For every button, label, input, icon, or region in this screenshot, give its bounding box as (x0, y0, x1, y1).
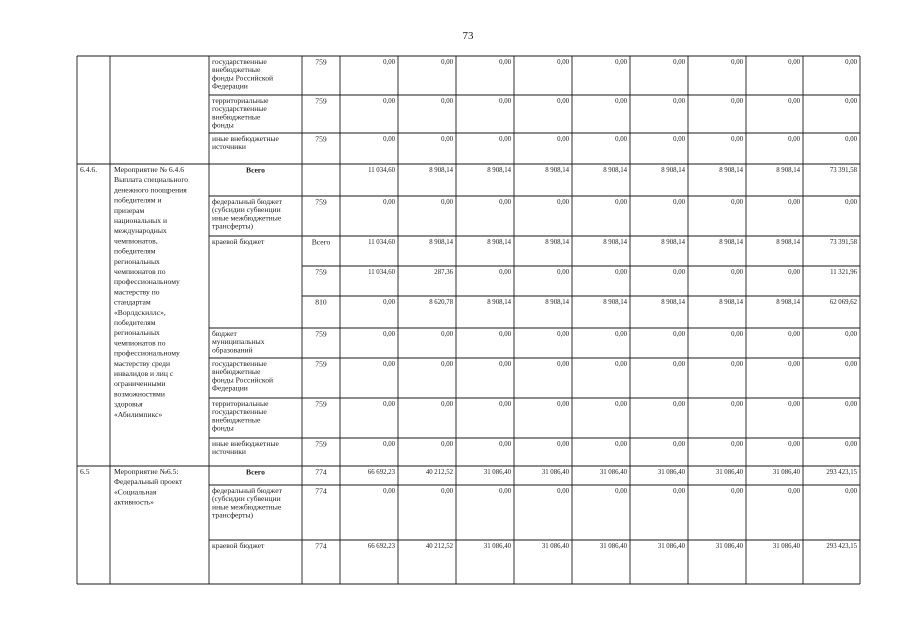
block-646-description: призерам (114, 205, 145, 215)
block-646-value: 8 908,14 (661, 298, 685, 306)
block-646-value: 0,00 (557, 360, 569, 368)
top-block-source-label: внебюджетные (212, 65, 261, 75)
top-block-value: 0,00 (731, 135, 743, 143)
block-646-value: 0,00 (788, 400, 800, 408)
block-646-description: чемпионатов по (114, 267, 166, 276)
top-block-value: 0,00 (845, 58, 857, 66)
block-646-value: 0,00 (788, 268, 800, 276)
block-646-value: 0,00 (673, 198, 685, 206)
block-646-value: 0,00 (383, 298, 395, 306)
top-block-value: 0,00 (383, 97, 395, 105)
block-65-value: 31 086,40 (772, 468, 800, 476)
block-646-value: 0,00 (788, 330, 800, 338)
block-646-value: 8 908,14 (776, 238, 800, 246)
block-65-description: «Социальная (114, 487, 157, 497)
block-646-description: международных (114, 226, 167, 236)
block-646-value: 0,00 (383, 440, 395, 448)
block-646-value: 8 908,14 (603, 298, 627, 306)
block-646-value: 0,00 (615, 360, 627, 368)
block-646-source-label: фонды (212, 423, 234, 433)
block-646-value: 0,00 (615, 198, 627, 206)
block-646-value: 8 908,14 (776, 298, 800, 306)
block-646-value: 8 908,14 (487, 298, 511, 306)
block-646-description: стандартам (114, 297, 151, 307)
block-646-value: 0,00 (557, 400, 569, 408)
block-646-value: 8 908,14 (429, 166, 453, 174)
block-65-source-label: федеральный бюджет (212, 486, 282, 495)
block-646-value: 0,00 (557, 198, 569, 206)
block-65-value: 31 086,40 (657, 542, 685, 550)
block-65-value: 0,00 (788, 487, 800, 495)
block-646-value: 8 908,14 (661, 166, 685, 174)
top-block-source-label: государственные (212, 57, 267, 66)
top-block-value: 0,00 (788, 97, 800, 105)
top-block-value: 0,00 (788, 58, 800, 66)
block-646-value: 0,00 (673, 400, 685, 408)
top-block-value: 0,00 (383, 135, 395, 143)
block-646-source-label: иные внебюджетные (212, 439, 279, 448)
block-65-number: 6.5 (80, 467, 90, 476)
block-646-value: 0,00 (499, 268, 511, 276)
block-646-value: 0,00 (788, 198, 800, 206)
block-646-code: 810 (315, 297, 327, 307)
block-646-value: 0,00 (673, 440, 685, 448)
block-646-value: 0,00 (615, 400, 627, 408)
block-646-description: Выплата специального (114, 175, 189, 185)
block-65-source-label: (субсидии субвенции (212, 494, 281, 504)
block-646-value: 62 069,62 (829, 298, 857, 306)
top-block-value: 0,00 (557, 135, 569, 143)
block-646-source-label: источники (212, 447, 246, 457)
block-646-value: 8 908,14 (545, 166, 569, 174)
block-646-source-label: государственные (212, 359, 267, 368)
top-block-value: 0,00 (673, 58, 685, 66)
block-65-value: 293 423,15 (826, 542, 857, 550)
block-65-source-label: трансферты) (212, 510, 254, 520)
top-block-value: 0,00 (673, 135, 685, 143)
block-646-value: 0,00 (557, 268, 569, 276)
block-65-value: 0,00 (383, 487, 395, 495)
block-646-source-label: внебюджетные (212, 367, 261, 377)
block-646-description: национальных и (114, 216, 168, 225)
block-646-value: 8 908,14 (545, 238, 569, 246)
block-646-description: победителям (114, 246, 156, 256)
block-646-value: 0,00 (731, 330, 743, 338)
block-646-value: 11 034,60 (368, 238, 395, 246)
top-block-value: 0,00 (731, 58, 743, 66)
block-646-value: 0,00 (499, 198, 511, 206)
top-block-value: 0,00 (441, 135, 453, 143)
top-block-value: 0,00 (499, 135, 511, 143)
block-646-value: 0,00 (615, 330, 627, 338)
block-646-number: 6.4.6. (80, 165, 98, 174)
block-646-code: 759 (315, 329, 327, 339)
block-65-value: 0,00 (499, 487, 511, 495)
block-65-description: активность» (114, 497, 154, 507)
block-646-value: 73 391,58 (829, 238, 857, 246)
block-646-value: 8 908,14 (661, 238, 685, 246)
block-646-value: 8 620,78 (429, 298, 453, 306)
block-646-value: 0,00 (845, 440, 857, 448)
top-block-code: 759 (315, 57, 327, 67)
block-646-value: 0,00 (731, 400, 743, 408)
block-646-source-label: иные межбюджетные (212, 213, 282, 223)
top-block-value: 0,00 (673, 97, 685, 105)
top-block-code: 759 (315, 134, 327, 144)
block-646-description: мастерству среди (114, 358, 171, 368)
block-65-source-label: краевой бюджет (212, 541, 265, 550)
block-646-value: 0,00 (788, 360, 800, 368)
top-block-source-label: иные внебюджетные (212, 134, 279, 143)
block-646-source-label: внебюджетные (212, 415, 261, 425)
block-646-description: мастерству по (114, 287, 160, 297)
top-block-value: 0,00 (557, 97, 569, 105)
top-block-value: 0,00 (615, 135, 627, 143)
block-65-source-label: иные межбюджетные (212, 502, 282, 512)
top-block-code: 759 (315, 96, 327, 106)
block-646-value: 0,00 (383, 330, 395, 338)
block-646-description: чемпионатов, (114, 236, 158, 246)
block-646-description: здоровья (114, 399, 143, 409)
block-646-value: 0,00 (383, 400, 395, 408)
block-65-code: 774 (315, 467, 327, 477)
top-block-value: 0,00 (383, 58, 395, 66)
block-646-description: победителям (114, 318, 156, 327)
block-646-code: 759 (315, 399, 327, 409)
block-646-description: «Ворлдскиллс», (114, 307, 166, 317)
block-646-description: возможностями (114, 389, 165, 399)
block-646-value: 0,00 (615, 268, 627, 276)
top-block-value: 0,00 (441, 58, 453, 66)
block-646-value: 0,00 (731, 198, 743, 206)
block-646-value: 0,00 (441, 360, 453, 368)
block-646-description: ограниченными (114, 379, 166, 389)
block-65-value: 31 086,40 (715, 468, 743, 476)
block-646-source-label: муниципальных (212, 337, 265, 347)
block-646-description: профессиональному (114, 277, 180, 287)
block-646-value: 0,00 (673, 360, 685, 368)
block-65-value: 0,00 (615, 487, 627, 495)
top-block-source-label: территориальные (212, 96, 269, 105)
block-646-source-label: (субсидии субвенции (212, 205, 281, 215)
block-646-source-label: фонды Российской (212, 375, 274, 385)
block-646-value: 0,00 (845, 330, 857, 338)
block-646-value: 11 034,60 (368, 268, 395, 276)
block-65-value: 0,00 (673, 487, 685, 495)
block-646-value: 0,00 (845, 360, 857, 368)
block-646-code: Всего (311, 237, 331, 247)
block-646-description: профессиональному (114, 348, 180, 358)
block-646-value: 8 908,14 (719, 298, 743, 306)
block-646-description: победителям и (114, 195, 162, 205)
top-block-value: 0,00 (731, 97, 743, 105)
block-646-value: 0,00 (557, 330, 569, 338)
block-646-value: 8 908,14 (487, 166, 511, 174)
top-block-source-label: фонды Российской (212, 73, 274, 83)
block-646-code: 759 (315, 359, 327, 369)
block-646-value: 0,00 (788, 440, 800, 448)
block-646-value: 0,00 (383, 360, 395, 368)
block-646-value: 0,00 (441, 330, 453, 338)
block-646-value: 0,00 (845, 198, 857, 206)
block-646-code: 759 (315, 197, 327, 207)
block-65-description: Мероприятие №6.5: (114, 467, 179, 476)
block-65-value: 66 692,23 (367, 542, 395, 550)
block-646-value: 0,00 (441, 400, 453, 408)
top-block-source-label: фонды (212, 120, 234, 130)
block-65-value: 40 212,52 (425, 468, 453, 476)
block-646-code: 759 (315, 439, 327, 449)
block-646-value: 0,00 (441, 198, 453, 206)
top-block-value: 0,00 (615, 58, 627, 66)
block-65-value: 66 692,23 (367, 468, 395, 476)
block-65-description: Федеральный проект (114, 477, 183, 487)
block-646-value: 0,00 (383, 198, 395, 206)
block-646-value: 0,00 (499, 440, 511, 448)
block-65-source-total: Всего (246, 467, 265, 477)
block-646-source-total: Всего (246, 165, 265, 175)
block-646-value: 8 908,14 (719, 238, 743, 246)
block-646-value: 8 908,14 (776, 166, 800, 174)
block-65-value: 31 086,40 (772, 542, 800, 550)
block-646-value: 0,00 (673, 268, 685, 276)
block-65-value: 40 212,52 (425, 542, 453, 550)
block-646-source-label: Федерации (212, 383, 248, 393)
block-646-value: 0,00 (557, 440, 569, 448)
block-646-value: 0,00 (615, 440, 627, 448)
block-646-value: 287,36 (434, 268, 453, 276)
block-646-description: региональных (114, 328, 160, 338)
block-65-value: 0,00 (441, 487, 453, 495)
block-646-value: 8 908,14 (719, 166, 743, 174)
block-65-value: 31 086,40 (483, 468, 511, 476)
block-646-value: 8 908,14 (603, 166, 627, 174)
block-646-description: региональных (114, 256, 160, 266)
block-646-source-label: территориальные (212, 399, 269, 408)
top-block-value: 0,00 (499, 58, 511, 66)
top-block-source-label: Федерации (212, 81, 248, 91)
block-646-source-label: краевой бюджет (212, 237, 265, 246)
block-65-value: 31 086,40 (657, 468, 685, 476)
block-646-source-label: трансферты) (212, 221, 254, 231)
block-646-source-label: государственные (212, 407, 267, 417)
block-65-value: 293 423,15 (826, 468, 857, 476)
block-65-value: 31 086,40 (541, 468, 569, 476)
block-65-value: 0,00 (557, 487, 569, 495)
block-646-value: 0,00 (731, 268, 743, 276)
top-block-value: 0,00 (788, 135, 800, 143)
block-646-description: инвалидов и лиц с (114, 369, 174, 378)
block-646-description: «Абилимпикс» (114, 409, 163, 419)
block-646-value: 11 034,60 (368, 166, 395, 174)
block-646-source-label: образований (212, 345, 253, 355)
top-block-value: 0,00 (557, 58, 569, 66)
block-646-description: чемпионатов по (114, 338, 166, 348)
top-block-value: 0,00 (499, 97, 511, 105)
top-block-value: 0,00 (615, 97, 627, 105)
top-block-source-label: источники (212, 142, 246, 152)
block-65-value: 0,00 (845, 487, 857, 495)
block-646-value: 0,00 (499, 400, 511, 408)
top-block-value: 0,00 (845, 97, 857, 105)
block-646-value: 0,00 (499, 330, 511, 338)
block-646-code: 759 (315, 267, 327, 277)
top-block-source-label: государственные (212, 104, 267, 114)
block-646-description: денежного поощрения (114, 185, 187, 195)
block-646-value: 0,00 (731, 360, 743, 368)
block-646-value: 8 908,14 (429, 238, 453, 246)
block-646-description: Мероприятие № 6.4.6 (114, 165, 185, 174)
block-65-value: 31 086,40 (599, 468, 627, 476)
block-646-value: 0,00 (731, 440, 743, 448)
block-65-value: 31 086,40 (715, 542, 743, 550)
block-646-value: 0,00 (673, 330, 685, 338)
block-646-source-label: федеральный бюджет (212, 197, 282, 206)
block-65-value: 31 086,40 (483, 542, 511, 550)
block-646-source-label: бюджет (212, 329, 237, 338)
top-block-source-label: внебюджетные (212, 112, 261, 122)
block-65-value: 31 086,40 (541, 542, 569, 550)
table-cells (80, 57, 858, 551)
top-block-value: 0,00 (845, 135, 857, 143)
block-65-code: 774 (315, 541, 327, 551)
top-block-value: 0,00 (441, 97, 453, 105)
block-646-value: 11 321,96 (830, 268, 857, 276)
block-646-value: 8 908,14 (603, 238, 627, 246)
block-646-value: 0,00 (845, 400, 857, 408)
page-number: 73 (462, 30, 474, 42)
block-646-value: 8 908,14 (487, 238, 511, 246)
block-65-value: 31 086,40 (599, 542, 627, 550)
block-65-value: 0,00 (731, 487, 743, 495)
block-646-value: 8 908,14 (545, 298, 569, 306)
block-646-value: 0,00 (499, 360, 511, 368)
block-65-code: 774 (315, 486, 327, 496)
block-646-value: 73 391,58 (829, 166, 857, 174)
block-646-value: 0,00 (441, 440, 453, 448)
